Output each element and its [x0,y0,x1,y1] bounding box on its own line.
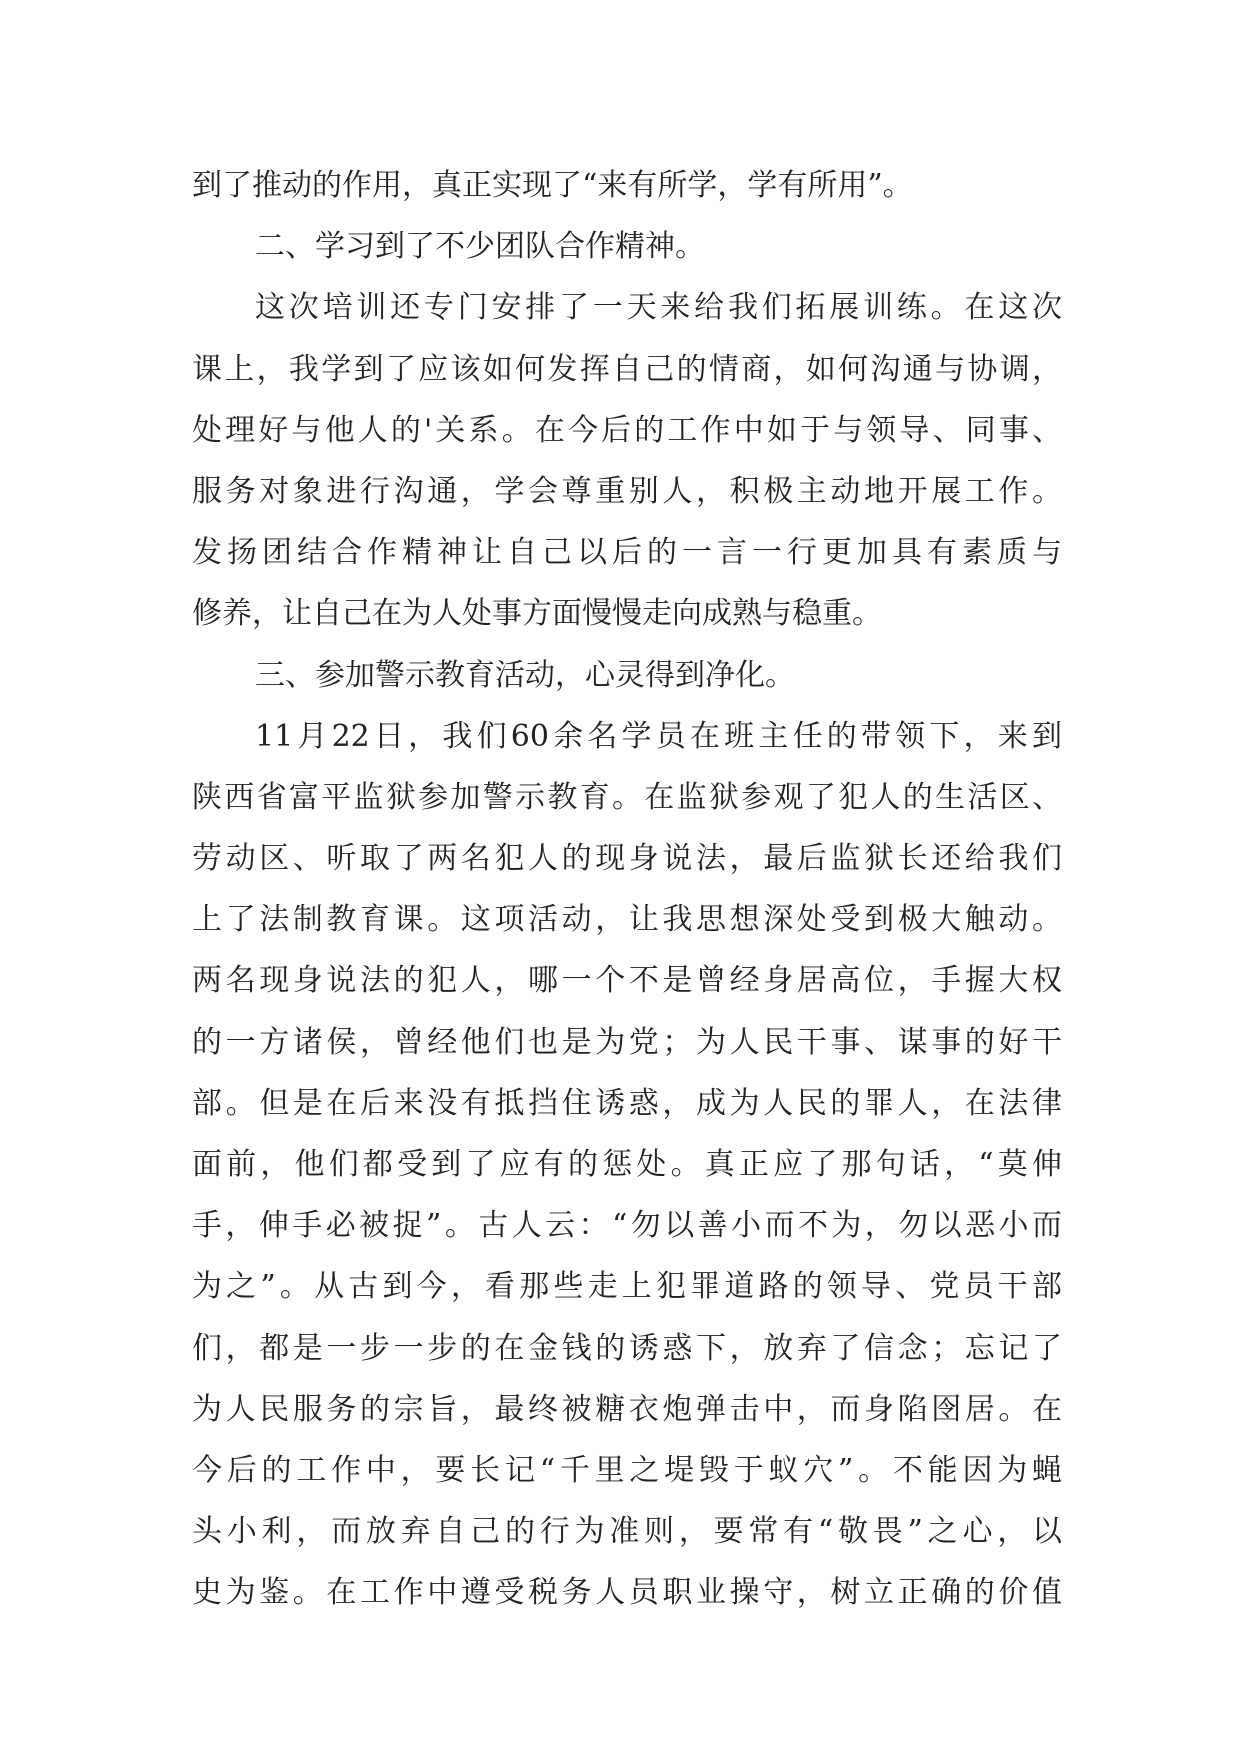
text-line: 陕西省富平监狱参加警示教育。在监狱参观了犯人的生活区、 [192,779,1062,815]
text-line: 手，伸手必被捉”。古人云：“勿以善小而不为，勿以恶小而 [192,1208,1062,1244]
text-line: 们，都是一步一步的在金钱的诱惑下，放弃了信念；忘记了 [192,1330,1062,1366]
text-line: 处理好与他人的'关系。在今后的工作中如于与领导、同事、 [192,412,1062,448]
text-line: 上了法制教育课。这项活动，让我思想深处受到极大触动。 [192,902,1062,938]
text-line: 史为鉴。在工作中遵受税务人员职业操守，树立正确的价值 [192,1575,1062,1611]
paragraph-start: 这次培训还专门安排了一天来给我们拓展训练。在这次 [255,290,1062,326]
text-line: 为人民服务的宗旨，最终被糖衣炮弹击中，而身陷囹居。在 [192,1391,1062,1427]
text-line: 修养，让自己在为人处事方面慢慢走向成熟与稳重。 [192,596,882,632]
text-line: 到了推动的作用，真正实现了“来有所学，学有所用”。 [192,168,913,203]
text-line: 部。但是在后来没有抵挡住诱惑，成为人民的罪人，在法律 [192,1085,1062,1121]
text-line: 今后的工作中，要长记“千里之堤毁于蚁穴”。不能因为蝇 [192,1452,1062,1488]
body-text [192,155,1062,1624]
section-heading-2: 二、学习到了不少团队合作精神。 [255,229,705,265]
text-line: 为之”。从古到今，看那些走上犯罪道路的领导、党员干部 [192,1269,1062,1305]
text-line: 头小利，而放弃自己的行为准则，要常有“敬畏”之心，以 [192,1514,1062,1550]
paragraph-start: 11月22日，我们60余名学员在班主任的带领下，来到 [255,718,1062,754]
text-line: 两名现身说法的犯人，哪一个不是曾经身居高位，手握大权 [192,963,1062,999]
section-heading-3: 三、参加警示教育活动，心灵得到净化。 [255,657,795,693]
text-line: 的一方诸侯，曾经他们也是为党；为人民干事、谋事的好干 [192,1024,1062,1060]
text-line: 劳动区、听取了两名犯人的现身说法，最后监狱长还给我们 [192,841,1062,877]
text-line: 服务对象进行沟通，学会尊重别人，积极主动地开展工作。 [192,473,1062,509]
text-line: 面前，他们都受到了应有的惩处。真正应了那句话，“莫伸 [192,1147,1062,1182]
text-line: 发扬团结合作精神让自己以后的一言一行更加具有素质与 [192,535,1062,571]
text-line: 课上，我学到了应该如何发挥自己的情商，如何沟通与协调， [192,351,1062,387]
